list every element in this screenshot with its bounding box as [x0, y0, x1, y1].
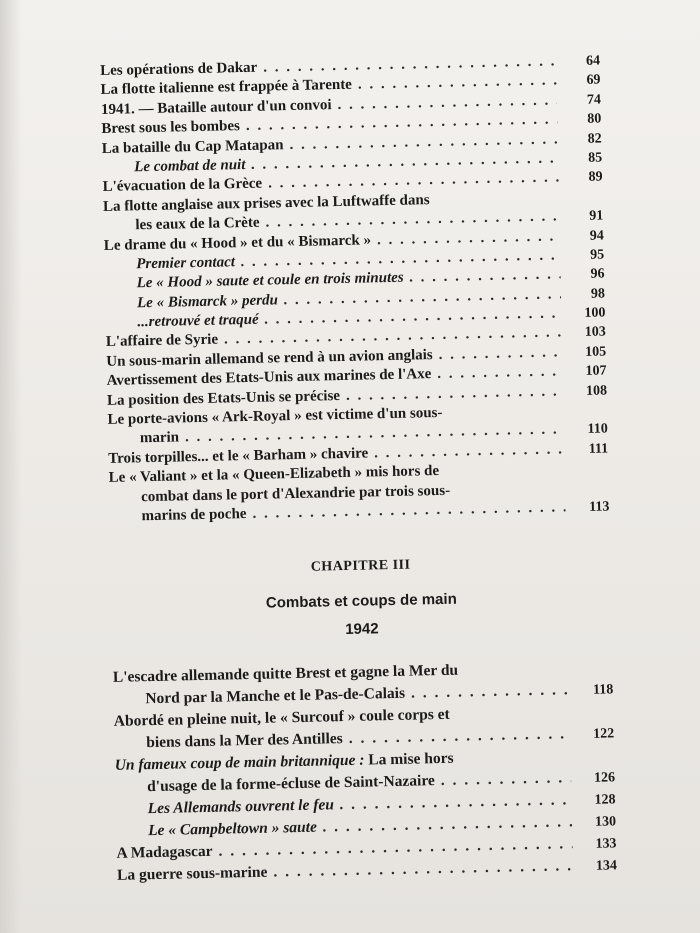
page-number: 82	[587, 131, 602, 147]
chapter-label: CHAPITRE III	[310, 557, 411, 576]
toc-entry-title: Brest sous les bombes	[101, 118, 241, 138]
toc-entry-title: Avertissement des Etats-Unis aux marines de l'Axe	[106, 366, 432, 390]
toc-entry-title: Abordé en pleine nuit, le « Surcouf » coule corps et	[113, 706, 450, 731]
page-number: 98	[590, 286, 606, 302]
toc-entry-title: combat dans le port d'Alexandrie par trois sous-	[140, 482, 451, 505]
toc-entry-title: Le « Campbeltown » saute	[147, 819, 318, 840]
toc-entry-title: Le « Valiant » et la « Queen-Elizabeth » mis hors de	[108, 463, 440, 487]
page-number: 134	[595, 858, 618, 875]
page-number: 100	[584, 305, 606, 321]
toc-entry-title: Le « Bismarck » perdu	[136, 292, 279, 311]
toc-entry-title: La flotte italienne est frappée à Tarente	[100, 77, 353, 99]
page-number: 103	[584, 324, 606, 341]
toc-entry-title: biens dans la Mer des Antilles	[146, 730, 343, 752]
page-number: 69	[586, 72, 601, 89]
chapter-year: 1942	[345, 620, 379, 639]
toc-entry-title: L'évacuation de la Grèce	[102, 175, 263, 196]
page-number: 85	[587, 150, 603, 166]
toc-entry-title: ...retrouvé et traqué	[137, 311, 259, 331]
toc-entry-title: La flotte anglaise aux prises avec la Luftwaffe dans	[102, 191, 430, 215]
toc-entry-title: 1941. — Bataille autour d'un convoi	[100, 96, 332, 118]
page-number: 96	[590, 266, 605, 283]
toc-entry-title: marin	[139, 429, 180, 447]
page-number: 118	[592, 682, 614, 699]
page-number: 113	[589, 499, 610, 515]
page-number: 128	[594, 792, 616, 809]
toc-section-1941	[100, 52, 610, 528]
table-of-contents	[100, 52, 617, 888]
page-number: 108	[585, 383, 608, 399]
toc-entry-title: Le combat de nuit	[134, 156, 246, 176]
toc-entry-title: La guerre sous-marine	[116, 864, 268, 885]
toc-entry-title: les eaux de la Crète	[135, 214, 260, 234]
toc-entry-title: A Madagascar	[116, 843, 213, 863]
toc-entry-title: L'affaire de Syrie	[105, 332, 219, 351]
italic-lead: Un fameux coup de main britannique :	[114, 751, 365, 775]
leader-dots	[437, 363, 563, 385]
chapter-title: Combats et coups de main	[265, 591, 457, 613]
toc-entry-title: Trois torpilles... et le « Barham » chavire	[108, 445, 369, 467]
toc-entry-title: Un fameux coup de main britannique : La mise hors	[114, 750, 454, 775]
leader-dots	[441, 768, 572, 793]
page-number: 91	[589, 208, 604, 224]
page-number: 122	[593, 726, 615, 743]
toc-entry-title: Premier contact	[136, 254, 236, 273]
toc-entry-title: Les opérations de Dakar	[100, 59, 258, 79]
toc-entry-title: Les Allemands ouvrent le feu	[147, 796, 335, 818]
page-number: 133	[595, 836, 617, 853]
page-number: 105	[585, 344, 607, 360]
toc-entry-title: La position des Etats-Unis se précise	[106, 387, 341, 409]
toc-entry-title: Le drame du « Hood » et du « Bismarck »	[103, 231, 372, 254]
toc-entry-title: L'escadre allemande quitte Brest et gagne la Mer du	[112, 662, 459, 687]
page-number: 89	[588, 169, 603, 186]
toc-entry-title: marins de poche	[141, 506, 247, 525]
page-number: 110	[587, 421, 608, 438]
page-edge-shadow	[0, 0, 22, 933]
page-number: 126	[593, 770, 616, 787]
toc-entry-title: Le « Hood » saute et coule en trois minutes	[136, 269, 404, 292]
page-number: 74	[586, 92, 602, 108]
toc-entry-title: Un sous-marin allemand se rend à un avion anglais	[106, 346, 433, 370]
page-number: 130	[594, 814, 617, 831]
toc-entry-title: Nord par la Manche et le Pas-de-Calais	[145, 685, 406, 708]
toc-entry-title: Le porte-avions « Ark-Royal » est victime d'un sous-	[107, 404, 443, 428]
toc-entry	[109, 459, 610, 528]
page-number: 111	[588, 441, 609, 457]
toc-entry-title: La bataille du Cap Matapan	[101, 136, 284, 157]
page-number: 94	[589, 228, 604, 244]
page-number: 64	[585, 53, 601, 69]
leader-dots	[438, 343, 562, 365]
toc-section-1942	[113, 657, 617, 887]
toc-entry-title: d'usage de la forme-écluse de Saint-Nazaire	[147, 772, 436, 796]
page-number: 80	[587, 111, 602, 127]
page-number: 95	[589, 247, 605, 263]
page-number: 107	[585, 363, 607, 380]
